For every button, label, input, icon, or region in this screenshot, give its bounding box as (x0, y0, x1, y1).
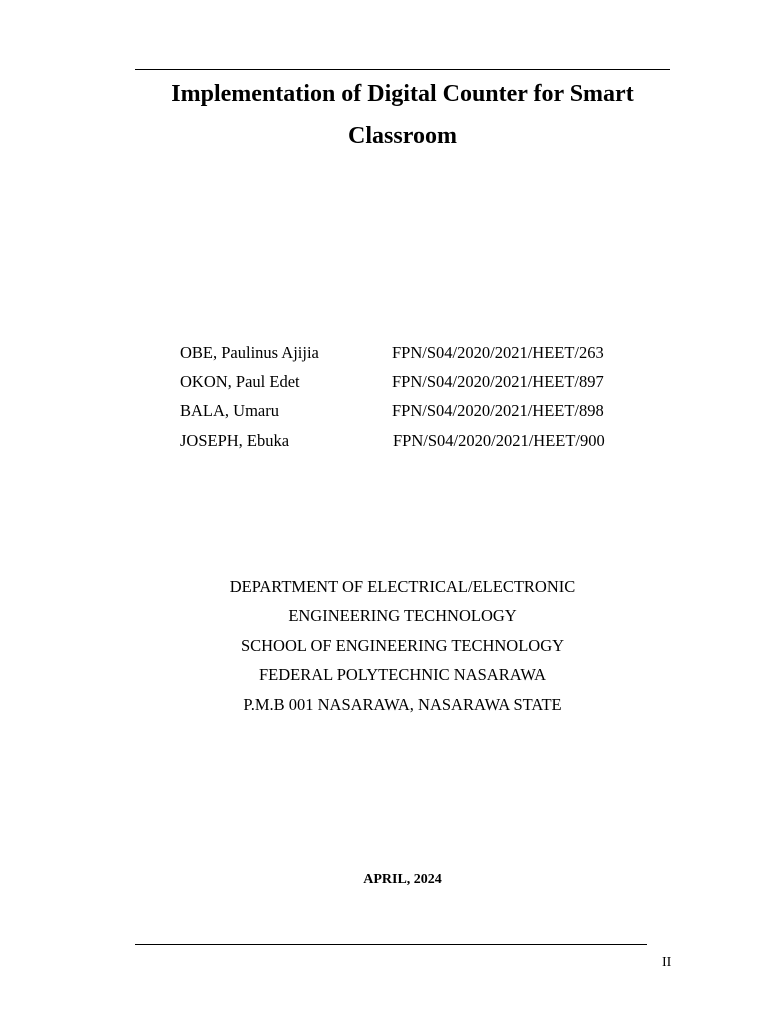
author-matric-number: FPN/S04/2020/2021/HEET/898 (392, 401, 604, 420)
institution-line: FEDERAL POLYTECHNIC NASARAWA (258, 665, 546, 684)
document-title-line-1: Implementation of Digital Counter for Smart (171, 81, 634, 107)
page-number: II (662, 955, 672, 970)
department-line: ENGINEERING TECHNOLOGY (288, 606, 517, 625)
school-line: SCHOOL OF ENGINEERING TECHNOLOGY (240, 636, 565, 655)
author-matric-number: FPN/S04/2020/2021/HEET/900 (393, 431, 605, 450)
top-rule (135, 69, 670, 70)
author-name: JOSEPH, Ebuka (180, 431, 290, 450)
document-title-line-2: Classroom (348, 123, 457, 149)
address-line: P.M.B 001 NASARAWA, NASARAWA STATE (243, 695, 562, 714)
submission-date: APRIL, 2024 (363, 872, 442, 887)
bottom-rule (135, 944, 647, 945)
author-name: BALA, Umaru (180, 401, 279, 420)
author-matric-number: FPN/S04/2020/2021/HEET/897 (392, 372, 604, 391)
department-line: DEPARTMENT OF ELECTRICAL/ELECTRONIC (229, 577, 576, 596)
author-name: OBE, Paulinus Ajijia (180, 343, 319, 362)
author-name: OKON, Paul Edet (180, 372, 300, 391)
author-matric-number: FPN/S04/2020/2021/HEET/263 (392, 343, 604, 362)
